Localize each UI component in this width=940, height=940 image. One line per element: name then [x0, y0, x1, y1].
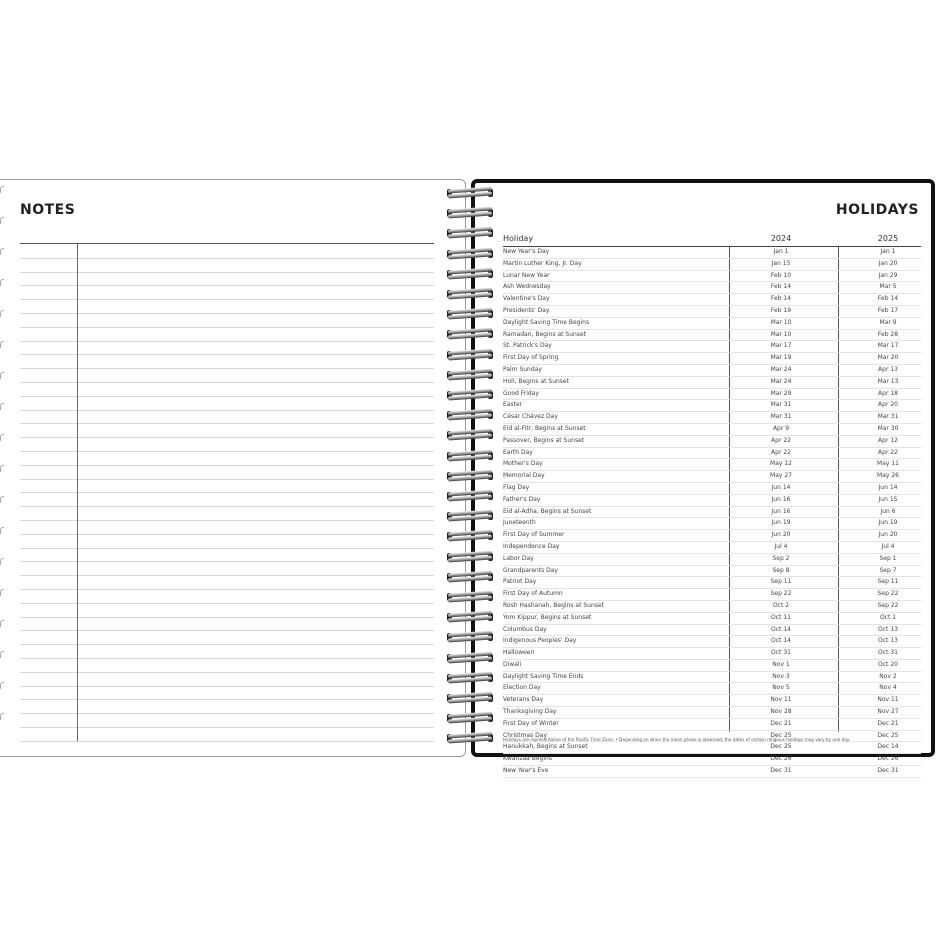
table-row — [503, 259, 921, 271]
holiday-date-2024: Jun 14 — [771, 483, 791, 491]
edge-mark — [0, 434, 4, 441]
ruled-line — [20, 548, 434, 549]
table-row — [503, 495, 921, 507]
holiday-date-2024: Apr 9 — [772, 424, 790, 432]
holiday-name: St. Patrick's Day — [503, 342, 552, 350]
edge-mark — [0, 186, 4, 193]
holiday-date-2025: Jun 14 — [878, 483, 898, 491]
holiday-name: New Year's Eve — [503, 767, 549, 775]
spiral-ring — [445, 226, 495, 240]
spiral-ring — [445, 307, 495, 321]
edge-mark — [0, 713, 4, 720]
table-row — [503, 625, 921, 637]
holiday-date-2024: Dec 25 — [770, 731, 792, 739]
table-row — [503, 306, 921, 318]
holiday-name: César Chávez Day — [503, 413, 558, 421]
spiral-ring — [445, 630, 495, 644]
holiday-date-2024: Oct 2 — [772, 601, 790, 609]
ruled-line — [20, 561, 434, 562]
holiday-date-2024: Apr 22 — [771, 436, 791, 444]
holiday-date-2024: Sep 8 — [772, 566, 790, 574]
notes-margin-line — [77, 244, 78, 741]
spiral-ring — [445, 469, 495, 483]
spiral-ring — [445, 529, 495, 543]
table-row — [503, 483, 921, 495]
holiday-name: Flag Day — [503, 483, 530, 491]
holiday-name: Thanksgiving Day — [503, 708, 557, 716]
holiday-date-2024: Nov 5 — [772, 684, 790, 692]
edge-mark — [0, 496, 4, 503]
ruled-line — [20, 327, 434, 328]
holiday-date-2024: Jul 4 — [774, 542, 788, 550]
holiday-date-2025: May 11 — [877, 460, 899, 468]
holiday-date-2024: Mar 29 — [770, 389, 792, 397]
holiday-date-2024: Mar 24 — [770, 377, 792, 385]
table-row — [503, 436, 921, 448]
ruled-line — [20, 672, 434, 673]
table-row — [503, 365, 921, 377]
notes-lines — [20, 244, 434, 741]
ruled-line — [20, 465, 434, 466]
holiday-date-2024: Dec 26 — [770, 755, 792, 763]
ruled-line — [20, 686, 434, 687]
ruled-line — [20, 451, 434, 452]
holiday-name: Hanukkah, Begins at Sunset — [503, 743, 588, 751]
table-row — [503, 754, 921, 766]
ruled-line — [20, 520, 434, 521]
holiday-date-2025: Sep 11 — [877, 578, 899, 586]
holiday-name: Columbus Day — [503, 625, 547, 633]
table-row — [503, 282, 921, 294]
spiral-ring — [445, 348, 495, 362]
edge-mark — [0, 341, 4, 348]
holiday-date-2025: Nov 2 — [879, 672, 897, 680]
holiday-date-2025: Mar 20 — [877, 354, 899, 362]
holiday-date-2024: Oct 14 — [771, 637, 791, 645]
holidays-footnote: Holidays are representative of the Pacific Time Zone. • Depending on when the moon phase is observed, the dates of certain religious holidays may vary by one day. — [503, 737, 850, 742]
holiday-name: Juneteenth — [503, 519, 536, 527]
holiday-name: Palm Sunday — [503, 365, 542, 373]
table-row — [503, 341, 921, 353]
holiday-date-2024: Sep 2 — [772, 554, 790, 562]
ruled-line — [20, 410, 434, 411]
holiday-date-2025: Apr 20 — [878, 401, 898, 409]
holiday-date-2024: Dec 25 — [770, 743, 792, 751]
ruled-line — [20, 479, 434, 480]
table-row — [503, 660, 921, 672]
table-row — [503, 353, 921, 365]
holidays-page — [471, 179, 935, 775]
table-row — [503, 742, 921, 754]
ruled-line — [20, 617, 434, 618]
holiday-name: Daylight Saving Time Ends — [503, 672, 584, 680]
table-row — [503, 530, 921, 542]
holiday-date-2024: Jun 19 — [771, 519, 791, 527]
table-row — [503, 247, 921, 259]
holiday-name: Mother's Day — [503, 460, 543, 468]
spiral-ring — [445, 610, 495, 624]
holiday-date-2024: Feb 10 — [770, 271, 792, 279]
table-row — [503, 542, 921, 554]
holiday-date-2025: Nov 11 — [877, 696, 899, 704]
table-row — [503, 330, 921, 342]
header-year-2024: 2024 — [770, 234, 792, 243]
holidays-title: HOLIDAYS — [835, 202, 919, 218]
holiday-date-2025: Jan 1 — [880, 248, 896, 255]
holiday-date-2025: Mar 5 — [879, 283, 897, 291]
ruled-line — [20, 285, 434, 286]
edge-mark — [0, 682, 4, 689]
table-row — [503, 389, 921, 401]
table-row — [503, 636, 921, 648]
holiday-name: Valentine's Day — [503, 295, 550, 303]
holiday-name: Earth Day — [503, 448, 533, 456]
table-row — [503, 400, 921, 412]
holiday-name: First Day of Summer — [503, 531, 565, 539]
holiday-date-2025: Mar 17 — [877, 342, 899, 350]
holiday-date-2025: Dec 25 — [877, 731, 899, 739]
ruled-line — [20, 313, 434, 314]
table-row — [503, 518, 921, 530]
holiday-name: Diwali — [503, 660, 522, 668]
holiday-date-2024: Feb 19 — [770, 306, 792, 314]
table-row — [503, 271, 921, 283]
table-row — [503, 412, 921, 424]
ruled-line — [20, 382, 434, 383]
holiday-date-2025: Jan 29 — [878, 271, 898, 279]
spiral-ring — [445, 388, 495, 402]
ruled-line — [20, 644, 434, 645]
holiday-name: Yom Kippur, Begins at Sunset — [503, 613, 592, 621]
holiday-date-2024: Oct 31 — [771, 649, 791, 657]
ruled-line — [20, 272, 434, 273]
holiday-date-2024: Mar 10 — [770, 330, 792, 338]
ruled-line — [20, 354, 434, 355]
holiday-date-2025: Oct 31 — [878, 649, 898, 657]
header-holiday: Holiday — [503, 234, 534, 243]
holiday-date-2025: Dec 31 — [877, 767, 899, 775]
holiday-date-2025: Jul 4 — [881, 542, 895, 550]
holiday-date-2025: Apr 12 — [878, 436, 898, 444]
holiday-date-2024: Feb 14 — [770, 283, 792, 291]
header-year-2025: 2025 — [877, 234, 899, 243]
ruled-line — [20, 506, 434, 507]
holiday-date-2024: Mar 17 — [770, 342, 792, 350]
holiday-name: Lunar New Year — [503, 271, 550, 279]
holiday-date-2025: May 26 — [877, 472, 899, 480]
holiday-date-2025: Feb 17 — [877, 306, 899, 314]
holiday-date-2024: Dec 21 — [770, 719, 792, 727]
spiral-ring — [445, 247, 495, 261]
holiday-date-2024: Jan 1 — [773, 248, 789, 255]
table-row — [503, 318, 921, 330]
holiday-name: Indigenous Peoples' Day — [503, 637, 577, 645]
spiral-ring — [445, 711, 495, 725]
holidays-table — [503, 233, 921, 778]
ruled-line — [20, 396, 434, 397]
holiday-date-2025: Dec 14 — [877, 743, 899, 751]
ruled-line — [20, 492, 434, 493]
edge-mark — [0, 651, 4, 658]
holiday-name: Grandparents Day — [503, 566, 558, 574]
holiday-name: Martin Luther King, Jr. Day — [503, 259, 582, 267]
spiral-ring — [445, 590, 495, 604]
holiday-date-2024: Nov 1 — [772, 660, 790, 668]
ruled-line — [20, 727, 434, 728]
table-row — [503, 613, 921, 625]
holiday-date-2024: Jun 16 — [771, 507, 791, 515]
table-row — [503, 377, 921, 389]
holiday-name: Kwanzaa Begins — [503, 755, 552, 763]
holiday-name: Labor Day — [503, 554, 534, 562]
holiday-date-2024: Mar 31 — [770, 401, 792, 409]
table-row — [503, 294, 921, 306]
holiday-date-2024: Dec 31 — [770, 767, 792, 775]
holiday-date-2025: Jan 20 — [878, 259, 898, 267]
ruled-line — [20, 437, 434, 438]
table-row — [503, 683, 921, 695]
holidays-rows — [503, 247, 921, 778]
holiday-date-2025: Jun 20 — [878, 531, 898, 539]
holiday-date-2025: Feb 28 — [877, 330, 899, 338]
holiday-date-2025: Oct 20 — [878, 660, 898, 668]
holiday-name: Presidents' Day — [503, 306, 550, 314]
holiday-name: Rosh Hashanah, Begins at Sunset — [503, 601, 604, 609]
holiday-date-2025: Mar 9 — [879, 318, 897, 326]
table-row — [503, 648, 921, 660]
holiday-date-2024: Sep 22 — [770, 590, 792, 598]
table-row — [503, 707, 921, 719]
holiday-name: Eid al-Adha, Begins at Sunset — [503, 507, 592, 515]
ruled-line — [20, 368, 434, 369]
holiday-name: Memorial Day — [503, 472, 545, 480]
holiday-date-2025: Nov 4 — [879, 684, 897, 692]
holiday-date-2025: Dec 21 — [877, 719, 899, 727]
spiral-ring — [445, 408, 495, 422]
holiday-name: Halloween — [503, 649, 535, 657]
edge-mark — [0, 248, 4, 255]
holiday-date-2024: Nov 28 — [770, 708, 792, 716]
holiday-date-2025: Oct 13 — [878, 625, 898, 633]
holiday-name: Election Day — [503, 684, 541, 692]
spiral-ring — [445, 287, 495, 301]
spiral-ring — [445, 267, 495, 281]
spiral-ring — [445, 651, 495, 665]
holiday-date-2024: Apr 22 — [771, 448, 791, 456]
ruled-line — [20, 630, 434, 631]
holiday-date-2024: Jan 15 — [771, 259, 791, 267]
table-row — [503, 459, 921, 471]
holiday-name: Patriot Day — [503, 578, 537, 586]
holiday-date-2024: Jun 16 — [771, 495, 791, 503]
holiday-date-2025: Dec 26 — [877, 755, 899, 763]
edge-mark — [0, 465, 4, 472]
holiday-date-2025: Oct 1 — [879, 613, 897, 621]
holiday-date-2025: Jun 19 — [878, 519, 898, 527]
edge-mark — [0, 403, 4, 410]
holiday-name: Independence Day — [503, 542, 560, 550]
holiday-date-2024: Oct 14 — [771, 625, 791, 633]
ruled-line — [20, 741, 434, 742]
edge-mark — [0, 527, 4, 534]
ruled-line — [20, 341, 434, 342]
table-row — [503, 448, 921, 460]
holiday-date-2024: Mar 10 — [770, 318, 792, 326]
holiday-date-2025: Mar 31 — [877, 413, 899, 421]
ruled-line — [20, 713, 434, 714]
holiday-name: First Day of Winter — [503, 719, 559, 727]
holiday-date-2025: Jun 6 — [880, 507, 896, 515]
holiday-date-2025: Apr 22 — [878, 448, 898, 456]
holiday-date-2025: Mar 30 — [877, 424, 899, 432]
edge-mark — [0, 310, 4, 317]
ruled-line — [20, 299, 434, 300]
spiral-binding — [445, 186, 495, 756]
holiday-date-2024: Sep 11 — [770, 578, 792, 586]
spiral-ring — [445, 368, 495, 382]
spiral-ring — [445, 327, 495, 341]
holiday-date-2025: Sep 1 — [879, 554, 897, 562]
holiday-name: First Day of Spring — [503, 354, 559, 362]
ruled-line — [20, 575, 434, 576]
ruled-line — [20, 603, 434, 604]
holiday-date-2025: Apr 13 — [878, 365, 898, 373]
ruled-line — [20, 699, 434, 700]
holiday-date-2025: Apr 18 — [878, 389, 898, 397]
holiday-name: Holi, Begins at Sunset — [503, 377, 569, 385]
holiday-name: Eid al-Fitr, Begins at Sunset — [503, 424, 586, 432]
holiday-date-2025: Jun 15 — [878, 495, 898, 503]
spiral-ring — [445, 550, 495, 564]
table-row — [503, 672, 921, 684]
edge-mark — [0, 372, 4, 379]
ruled-line — [20, 658, 434, 659]
holiday-name: Christmas Day — [503, 731, 548, 739]
holiday-date-2025: Nov 27 — [877, 708, 899, 716]
holiday-date-2025: Sep 22 — [877, 590, 899, 598]
edge-mark — [0, 620, 4, 627]
holiday-date-2025: Mar 13 — [877, 377, 899, 385]
table-row — [503, 507, 921, 519]
spiral-ring — [445, 731, 495, 745]
edge-mark — [0, 279, 4, 286]
table-row — [503, 424, 921, 436]
holiday-date-2024: Oct 11 — [771, 613, 791, 621]
ruled-line — [20, 423, 434, 424]
ruled-line — [20, 589, 434, 590]
table-row — [503, 601, 921, 613]
spiral-ring — [445, 509, 495, 523]
holiday-name: Father's Day — [503, 495, 541, 503]
spiral-ring — [445, 206, 495, 220]
spiral-ring — [445, 671, 495, 685]
spiral-ring — [445, 186, 495, 200]
holiday-date-2025: Oct 13 — [878, 637, 898, 645]
holiday-date-2024: Nov 3 — [772, 672, 790, 680]
table-row — [503, 471, 921, 483]
holiday-date-2024: Mar 19 — [770, 354, 792, 362]
holiday-date-2024: Nov 11 — [770, 696, 792, 704]
holiday-date-2024: Jun 20 — [771, 531, 791, 539]
holiday-date-2024: Mar 24 — [770, 365, 792, 373]
holiday-name: Passover, Begins at Sunset — [503, 436, 585, 444]
holiday-name: New Year's Day — [503, 248, 550, 255]
holiday-name: Easter — [503, 401, 523, 409]
table-row — [503, 554, 921, 566]
spiral-ring — [445, 570, 495, 584]
table-row — [503, 719, 921, 731]
edge-mark — [0, 589, 4, 596]
holiday-date-2024: May 12 — [770, 460, 792, 468]
holiday-name: Daylight Saving Time Begins — [503, 318, 590, 326]
edge-mark — [0, 217, 4, 224]
table-row — [503, 766, 921, 778]
ruled-line — [20, 534, 434, 535]
table-row — [503, 695, 921, 707]
holiday-name: First Day of Autumn — [503, 590, 563, 598]
notes-page — [0, 179, 466, 757]
notes-title: NOTES — [20, 202, 76, 218]
holiday-date-2025: Feb 14 — [877, 295, 899, 303]
spiral-ring — [445, 489, 495, 503]
holiday-name: Good Friday — [503, 389, 539, 397]
holiday-date-2024: Mar 31 — [770, 413, 792, 421]
holiday-date-2024: May 27 — [770, 472, 792, 480]
holiday-date-2025: Sep 22 — [877, 601, 899, 609]
table-row — [503, 566, 921, 578]
page-edge-marks — [0, 180, 6, 756]
spiral-ring — [445, 449, 495, 463]
table-row — [503, 589, 921, 601]
spiral-ring — [445, 691, 495, 705]
spiral-ring — [445, 428, 495, 442]
holidays-table-header — [503, 233, 921, 247]
holiday-date-2024: Feb 14 — [770, 295, 792, 303]
ruled-line — [20, 258, 434, 259]
holiday-name: Ash Wednesday — [503, 283, 551, 291]
holiday-name: Ramadan, Begins at Sunset — [503, 330, 586, 338]
holiday-name: Veterans Day — [503, 696, 544, 704]
holiday-date-2025: Sep 7 — [879, 566, 897, 574]
table-row — [503, 577, 921, 589]
edge-mark — [0, 558, 4, 565]
